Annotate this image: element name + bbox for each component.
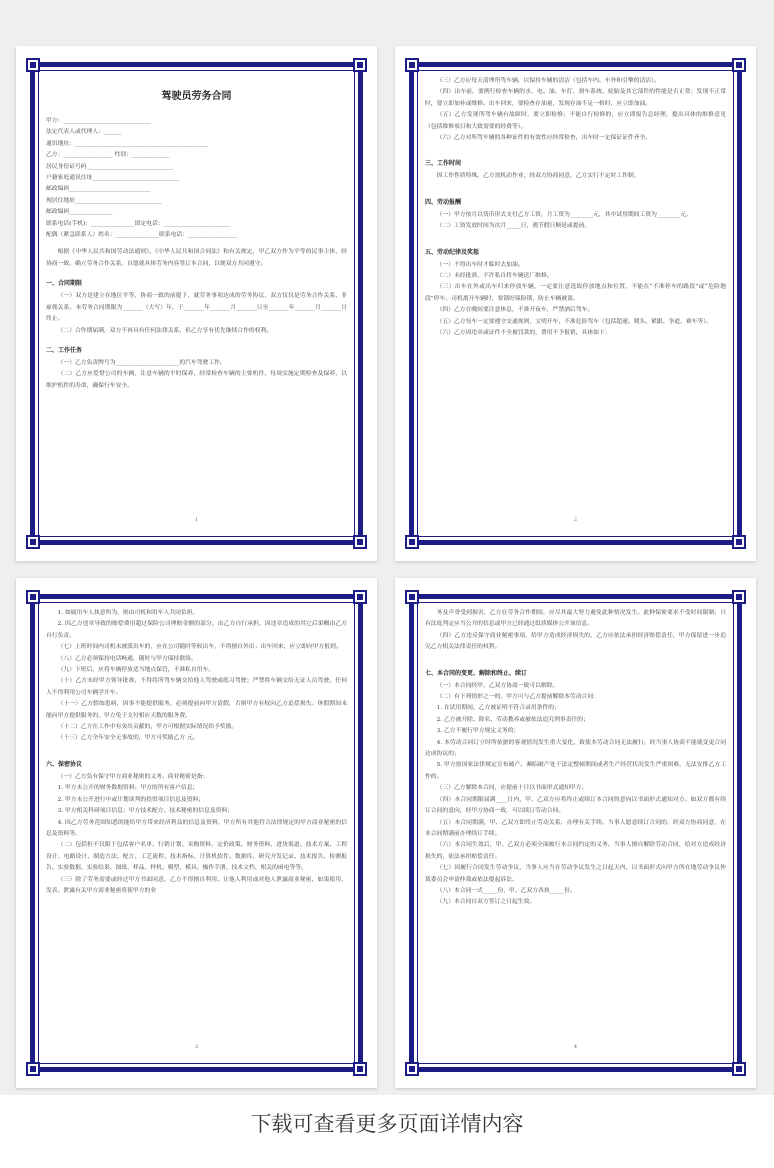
document-page-1[interactable] [16,46,377,561]
page-number: 2 [573,517,578,523]
corner-ornament [732,1062,746,1076]
clause: （二）工资发放时间为次月_____日，遇节假日顺延或提前。 [436,223,591,230]
clause: （五）本合同期满，甲、乙双方即终止劳动关系，办理有关手续。当事人愿意续订合同的，经双方协商同意，在本合同期满前办理续订手续。 [425,819,726,837]
clause: （二）乙方应爱惜公司的车辆，注意车辆的平时保养，经常检查车辆的主要机件。每周实施定期检查及保养，以维护机件的寿命，确保行车安全。 [46,371,347,389]
household-address-field: 户籍家庭通讯住址______________________________ [46,175,180,182]
clause: （二）包括但不仅限于包括客户名单、行销计划、采购资料、定价政策、财务资料、进货渠道、技术方案、工程设计、电路设计、制造方法、配方、工艺流程、技术指标、计算机软件、数据库、研究开发记录、技术报告、检测报告、实验数据、实验结果、图纸、样品、样机、模型、模具、操作手册、技术文档、相关的函电等等。 [46,842,347,872]
clause: （一）乙方负责牌号为______________________的汽车驾驶工作。 [57,359,226,366]
clause: （一）甲方按月以货币形式支付乙方工资，月工资为________元，其中试用期间工资为________元。 [436,211,692,218]
clause: 1. 甲方未公开的财务数据资料；甲方的所有客户信息； [57,785,199,792]
clause: （十二）乙方在工作中有突出贡献的，甲方可根据实际情况给予奖励。 [57,724,238,731]
party-a-field: 甲方：______________________________ [46,118,151,124]
clause: （四）出车前，要例行检查车辆的水、电、油、车灯、刹车系统、轮胎及其它部件的性能是否正常；发现不正常时，要立即加补或维修。出车回来，要检查存油量，发现存油不足一格时，应立即加油。 [425,89,726,107]
corner-ornament [26,58,40,72]
corner-ornament [405,535,419,549]
corner-ornament [353,590,367,604]
clause: （六）乙方对所驾车辆的各种证件的有效性应经常检查，出车时一定保证证件齐全。 [436,135,652,142]
page-number: 3 [194,1044,199,1050]
corner-ornament [405,58,419,72]
page-number: 1 [194,517,199,523]
page-content [425,608,726,1060]
section-heading: 七、本合同的变更、解除和终止、续订 [425,669,528,677]
clause: 4. 本劳动合同订立时所依据的客观情况发生重大变化，致使本劳动合同无法履行，经当事人协商不能就变更合同达成协议的； [425,739,726,758]
clause: 4. 因乙方劳务范围知悉的能给甲方带来经济利益的信息及资料，甲方所有其他符合法律规定的甲方商业秘密的信息及资料等。 [46,819,347,837]
clause: （二）有下列情形之一的，甲方可与乙方提前解除本劳动合同： [436,694,599,701]
section-heading: 三、工作时间 [425,160,462,168]
clause: （六）乙方因违章或证件不全被罚款的，费用不予报销，具体如下： [436,330,611,337]
representative-field: 法定代表人或代理人：______ [46,129,122,136]
clause: （九）下班后，应将车辆停放适当地点保管，不准私自用车。 [57,667,215,674]
phone-field: 联系电话(手机)：_______________固定电话：_______________________ [46,220,231,227]
clause: （五）乙方发现所驾车辆有故障时，要立即检修；不能自行检修的，应立即报告总经理，提出具体的维修意见（包括维修项目和大致需要的经费等）。 [425,112,726,130]
clause: 3. 乙方不履行甲方规定义务的； [436,728,520,735]
corner-ornament [732,535,746,549]
section-heading: 五、劳动纪律及奖惩 [425,248,480,256]
corner-ornament [353,1062,367,1076]
clause: 务及声誉受到损害，乙方在劳务合作期间，应尽其最大努力避免此种情况发生。此种保密要求不受时间限制；只有法庭判定应当公开的信息或甲方已经通过纸质媒体公开该信息。 [425,610,726,628]
clause: （四）乙方在晚间要注意休息，不准开夜车，严禁酒后驾车。 [436,307,594,314]
corner-ornament [26,1062,40,1076]
corner-ornament [405,590,419,604]
clause: 1. 如属用车人执意所为，则由司机和用车人共同负担。 [57,610,199,616]
clause: （七）因履行合同发生劳动争议，当事人应当在劳动争议发生之日起天内，以书面形式向甲方所在地劳动争议仲裁委员会申请仲裁或依法提起诉讼。 [425,865,726,883]
clause: （一）乙方负有保守甲方商业秘密的义务。商业秘密是指： [57,773,209,780]
clause: （二）合作期届满，双方不再具有任何法律关系，但乙方享有优先继续合作的权利。 [57,327,273,334]
clause: 因工作性质特殊，乙方需机动作业，经双方协商同意，乙方实行不定时工作制。 [436,173,640,180]
corner-ornament [732,590,746,604]
clause: （一）双方是建立在地位平等，协商一致的前提下，就劳务事项达成的劳务协议，双方仅仅是劳务合作关系，非雇佣关系。本劳务合同期限为_______（大写）年，于_______年_______月_______日至_______年_______月_______日终止。 [46,293,347,323]
clause: （四）本合同期限届满____日内，甲、乙双方应将终止或续订本合同的意向以书面形式通知对方。如双方都有续订合同的意向，经甲方协商一致，可以续订劳动合同。 [425,796,726,815]
clause: （四）乙方违反保守商业秘密事项，给甲方造成经济损失的，乙方应依法承担经济赔偿责任，甲方保留进一步追究乙方相关法律责任的权利。 [425,632,726,651]
id-number-field: 居民身份证号码______________________________ [46,163,174,170]
document-page-3[interactable] [16,578,377,1088]
clause: 2. 甲方未公开进行中或计划谈判的投资项目信息及资料； [57,796,205,803]
clause: （六）本合同生效后，甲、乙双方必须全面履行本合同约定的义务。当事人擅自解除劳动合同，给对方造成经济损失的，依法承担赔偿责任。 [425,842,726,860]
corner-ornament [353,535,367,549]
clause: （八）乙方必须保持电话畅通，随时与甲方保持联络。 [57,655,197,662]
corner-ornament [26,535,40,549]
clause: （一）不得出车时才临时去加油。 [436,261,524,268]
clause: 5. 甲方按国家法律规定宣布破产、濒临破产处于法定整顿期间或者生产经营状况发生严重困难，无法安排乙方工作的。 [425,762,726,780]
clause: （七）上班时间内司机未被派出车的，应在公司随时等候出车，不得擅自外出；出车回来，应立即向甲方报到。 [57,644,342,651]
clause: （十三）乙方全年安全无事故的，甲方可奖励乙方 元。 [57,735,199,742]
section-heading: 四、劳动报酬 [425,198,462,206]
postcode-field: 邮政编码_______________ [46,209,113,216]
section-heading: 二、工作任务 [46,346,83,354]
intro-paragraph: 根据《中华人民共和国劳动法通则》、《中华人民共和国合同法》和有关规定，甲乙双方作为平等的民事主体，经协商一致，确立劳务合作关系，自愿就具体劳务内容签订本合同，以便双方共同遵守。 [46,249,347,267]
clause: 2. 因乙方违章导致的赔偿费用超过保险公司理赔金额的部分，由乙方自行承担，因违章造成的其它后果概由乙方自行负责。 [46,621,347,639]
section-heading: 六、保密协议 [46,760,83,768]
page-content [46,608,347,1060]
corner-ornament [405,1062,419,1076]
emergency-contact-field: 配偶（紧急联系人）姓名：_______________联系电话：_________________ [46,232,238,239]
party-b-field: 乙方：_________________ 性别：_____________ [46,152,170,159]
postcode-field: 邮政编码____________________________ [46,186,151,193]
clause: （五）乙方每车一定要遵守交通规则，文明开车，不准危险驾车（包括超速、爬头、紧跟、争道、赛车等）。 [436,318,712,325]
clause: （九）本合同自双方签订之日起生效。 [436,899,536,906]
clause: （八）本合同一式_____份，甲、乙双方各执_____份。 [436,887,576,894]
clause: 3. 甲方相关科研项目信息；甲方技术配方、技术秘密的信息及资料； [57,808,234,815]
document-title: 驾驶员劳务合同 [161,91,232,102]
corner-ornament [353,58,367,72]
clause: 1. 在试用期间，乙方被证明不符合录用条件的； [436,705,560,712]
corner-ornament [26,590,40,604]
document-page-4[interactable] [395,578,756,1088]
download-more-caption[interactable]: 下载可查看更多页面详情内容 [250,1112,524,1136]
clause: （十）乙方未经甲方领导批准，不得将所驾车辆交给他人驾驶或练习驾驶；严禁将车辆交给无证人员驾驶。任何人不得利用公司车辆学开车。 [46,678,347,696]
clause: （三）除了劳务需要或经过甲方书面同意，乙方不得擅自利用、让他人利用或对他人泄露商业秘密，如果使用、发表、泄露有关甲方商业秘密将使甲方的业 [46,876,347,894]
page-content [46,76,347,533]
corner-ornament [732,58,746,72]
clause: （三）乙方解除本合同，应提前十日以书面形式通知甲方。 [436,785,588,792]
clause: （三）出车在外或出车归来停放车辆，一定要注意选取停放地点和位置，不能在“不准停车的路段”或“危险地段”停车。司机离开车辆时，要锁好保险锁，防止车辆被盗。 [425,284,726,302]
clause: （二）未经批准，不许私自将车辆送厂维修。 [436,273,553,280]
section-heading: 一、合同期限 [46,280,83,288]
address-field: 通讯地址：______________________________________________ [46,140,209,147]
page-number: 4 [573,1044,578,1050]
clause: （十一）乙方假如患病、因事不能提供服务，必须提前向甲方请假，否则甲方有权向乙方追偿损失。休假期间未能向甲方提供服务的，甲方免于支付相应天数的服务费。 [46,701,347,719]
current-address-field: 现居住地址______________________________ [46,197,162,204]
page-content [425,76,726,533]
clause: （一）本合同经甲、乙双方协商一致可以解除。 [436,682,559,689]
clause: 2. 乙方被开除、除名、劳动教养或被依法追究刑事责任的； [436,716,589,723]
document-page-2[interactable] [395,46,756,561]
clause: （三）乙方应每天清理所驾车辆，以保持车辆的清洁（包括车内、车外和引擎的清洁）。 [436,78,660,84]
